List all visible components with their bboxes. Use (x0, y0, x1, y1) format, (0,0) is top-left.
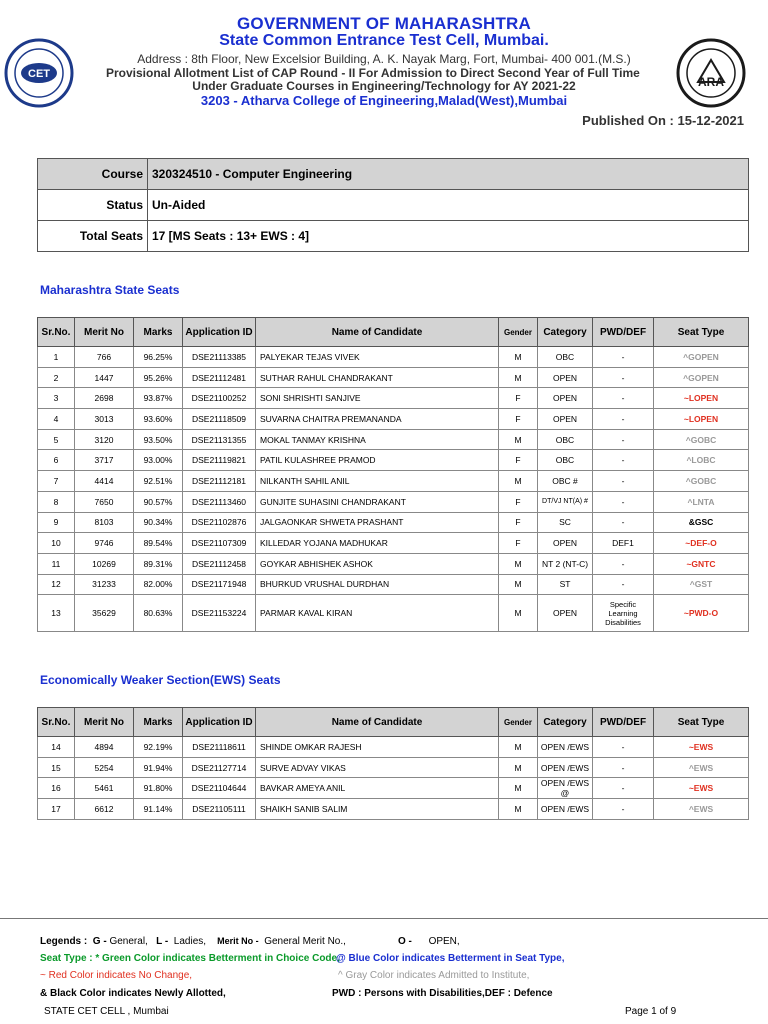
col-gender: Gender (499, 318, 538, 347)
cell-appid: DSE21118611 (183, 737, 256, 758)
legend-gray: ^ Gray Color indicates Admitted to Institute, (338, 970, 530, 981)
published-date: Published On : 15-12-2021 (582, 113, 744, 128)
cell-merit: 35629 (75, 595, 134, 632)
cell-marks: 96.25% (134, 347, 183, 368)
cell-seat-type: ^GOPEN (654, 347, 749, 368)
cell-appid: DSE21104644 (183, 778, 256, 799)
cell-srno: 15 (38, 757, 75, 778)
table-row (38, 737, 749, 758)
table-row (38, 450, 749, 471)
cell-category: OPEN (538, 409, 593, 430)
cell-seat-type: ^GOBC (654, 429, 749, 450)
col-category: Category (538, 708, 593, 737)
table-row (38, 595, 749, 632)
cell-srno: 13 (38, 595, 75, 632)
ews-table-body (38, 737, 749, 820)
course-info-table (37, 158, 749, 252)
col-srno: Sr.No. (38, 708, 75, 737)
cell-appid: DSE21113460 (183, 491, 256, 512)
cell-appid: DSE21105111 (183, 799, 256, 820)
col-seat-type: Seat Type (654, 318, 749, 347)
col-category: Category (538, 318, 593, 347)
cell-gender: M (499, 595, 538, 632)
legend-blue: @ Blue Color indicates Betterment in Seat Type, (336, 953, 565, 964)
cell-marks: 91.14% (134, 799, 183, 820)
cell-marks: 92.19% (134, 737, 183, 758)
footer-page: Page 1 of 9 (625, 1006, 677, 1017)
ews-seats-table (37, 707, 749, 820)
cell-category: OPEN (538, 388, 593, 409)
cell-marks: 90.34% (134, 512, 183, 533)
footer-left: STATE CET CELL , Mumbai (44, 1006, 169, 1017)
ms-table-body (38, 347, 749, 632)
course-label: Course (38, 159, 148, 190)
col-appid: Application ID (183, 708, 256, 737)
cell-appid: DSE21107309 (183, 533, 256, 554)
table-row (38, 778, 749, 799)
legend-pwd: PWD : Persons with Disabilities,DEF : Defence (332, 988, 553, 999)
cell-srno: 14 (38, 737, 75, 758)
legend-open (398, 936, 460, 947)
provisional-line-2: Under Graduate Courses in Engineering/Technology for AY 2021-22 (192, 79, 576, 93)
cell-category: OPEN (538, 533, 593, 554)
cell-merit: 10269 (75, 553, 134, 574)
table-row (38, 574, 749, 595)
cell-gender: F (499, 388, 538, 409)
cell-name: SHAIKH SANIB SALIM (256, 799, 499, 820)
cell-srno: 1 (38, 347, 75, 368)
cell-gender: F (499, 409, 538, 430)
col-marks: Marks (134, 318, 183, 347)
cell-srno: 16 (38, 778, 75, 799)
table-row (38, 757, 749, 778)
cell-gender: M (499, 799, 538, 820)
ms-seats-table (37, 317, 749, 632)
cell-srno: 4 (38, 409, 75, 430)
cell-name: SUVARNA CHAITRA PREMANANDA (256, 409, 499, 430)
legend-o-key: O - (398, 936, 412, 947)
cell-gender: M (499, 553, 538, 574)
cell-title: State Common Entrance Test Cell, Mumbai. (219, 32, 549, 49)
cell-pwd: - (593, 491, 654, 512)
col-srno: Sr.No. (38, 318, 75, 347)
cell-pwd: - (593, 574, 654, 595)
cell-category: OBC # (538, 471, 593, 492)
cell-pwd: DEF1 (593, 533, 654, 554)
legend-l-key: L - (156, 936, 169, 947)
cell-gender: F (499, 533, 538, 554)
cell-appid: DSE21119821 (183, 450, 256, 471)
table-header-row (38, 708, 749, 737)
cell-appid: DSE21112481 (183, 367, 256, 388)
cell-seat-type: ^EWS (654, 757, 749, 778)
cell-seat-type: ^LNTA (654, 491, 749, 512)
col-seat-type: Seat Type (654, 708, 749, 737)
cell-seat-type: ~EWS (654, 737, 749, 758)
cell-merit: 1447 (75, 367, 134, 388)
footer-divider (0, 918, 768, 919)
cell-marks: 91.94% (134, 757, 183, 778)
cell-name: SONI SHRISHTI SANJIVE (256, 388, 499, 409)
table-row (38, 533, 749, 554)
cell-category: SC (538, 512, 593, 533)
cell-merit: 6612 (75, 799, 134, 820)
cell-seat-type: ~LOPEN (654, 409, 749, 430)
cell-seat-type: ^GOBC (654, 471, 749, 492)
cell-seat-type: ~GNTC (654, 553, 749, 574)
table-row (38, 471, 749, 492)
legend-red: ~ Red Color indicates No Change, (40, 970, 193, 981)
cell-merit: 31233 (75, 574, 134, 595)
table-row (38, 367, 749, 388)
cell-marks: 93.00% (134, 450, 183, 471)
cell-name: NILKANTH SAHIL ANIL (256, 471, 499, 492)
cell-gender: F (499, 491, 538, 512)
cell-category: ST (538, 574, 593, 595)
cell-name: PATIL KULASHREE PRAMOD (256, 450, 499, 471)
legend-merit-key: Merit No - (217, 936, 259, 946)
table-row (38, 409, 749, 430)
col-merit: Merit No (75, 318, 134, 347)
cell-merit: 766 (75, 347, 134, 368)
status-label: Status (38, 190, 148, 221)
cell-merit: 7650 (75, 491, 134, 512)
legend-l-val: Ladies, (173, 936, 207, 947)
cell-srno: 6 (38, 450, 75, 471)
cell-merit: 4894 (75, 737, 134, 758)
cell-marks: 93.50% (134, 429, 183, 450)
cell-seat-type: ~EWS (654, 778, 749, 799)
cell-merit: 5461 (75, 778, 134, 799)
cell-srno: 5 (38, 429, 75, 450)
cell-marks: 91.80% (134, 778, 183, 799)
col-pwd: PWD/DEF (593, 318, 654, 347)
ews-section-title: Economically Weaker Section(EWS) Seats (40, 673, 281, 687)
total-seats-value: 17 [MS Seats : 13+ EWS : 4] (148, 221, 749, 252)
cell-seat-type: ^LOBC (654, 450, 749, 471)
cell-appid: DSE21112458 (183, 553, 256, 574)
cell-gender: M (499, 367, 538, 388)
table-row (38, 512, 749, 533)
cell-gender: M (499, 778, 538, 799)
legend-line-1 (40, 936, 346, 947)
address-line: Address : 8th Floor, New Excelsior Building, A. K. Nayak Marg, Fort, Mumbai- 400 001.(M.S.) (137, 52, 631, 66)
total-seats-label: Total Seats (38, 221, 148, 252)
cell-gender: M (499, 471, 538, 492)
cell-srno: 10 (38, 533, 75, 554)
cell-seat-type: ~PWD-O (654, 595, 749, 632)
legend-black: & Black Color indicates Newly Allotted, (40, 988, 226, 999)
cell-srno: 17 (38, 799, 75, 820)
col-pwd: PWD/DEF (593, 708, 654, 737)
status-row (38, 190, 749, 221)
cell-seat-type: ^GST (654, 574, 749, 595)
table-row (38, 553, 749, 574)
cell-appid: DSE21112181 (183, 471, 256, 492)
cell-marks: 82.00% (134, 574, 183, 595)
cell-marks: 89.54% (134, 533, 183, 554)
col-marks: Marks (134, 708, 183, 737)
cell-name: GOYKAR ABHISHEK ASHOK (256, 553, 499, 574)
table-row (38, 799, 749, 820)
cell-appid: DSE21127714 (183, 757, 256, 778)
legend-green: Seat Type : * Green Color indicates Betterment in Choice Code, (40, 953, 340, 964)
cell-category: OPEN /EWS (538, 799, 593, 820)
cell-pwd: - (593, 429, 654, 450)
cell-marks: 93.60% (134, 409, 183, 430)
ara-logo-text: ARA (698, 75, 724, 89)
cell-srno: 2 (38, 367, 75, 388)
govt-title: GOVERNMENT OF MAHARASHTRA (237, 14, 531, 33)
cell-merit: 2698 (75, 388, 134, 409)
cell-pwd: - (593, 778, 654, 799)
col-merit: Merit No (75, 708, 134, 737)
course-row (38, 159, 749, 190)
table-row (38, 491, 749, 512)
cell-srno: 8 (38, 491, 75, 512)
cell-pwd: - (593, 757, 654, 778)
table-row (38, 347, 749, 368)
col-gender: Gender (499, 708, 538, 737)
cell-category: OPEN (538, 367, 593, 388)
col-appid: Application ID (183, 318, 256, 347)
cell-merit: 4414 (75, 471, 134, 492)
cell-marks: 80.63% (134, 595, 183, 632)
cell-category: OPEN /EWS (538, 737, 593, 758)
cell-seat-type: ^EWS (654, 799, 749, 820)
cell-appid: DSE21131355 (183, 429, 256, 450)
legend-merit-val: General Merit No., (264, 936, 346, 947)
cell-marks: 90.57% (134, 491, 183, 512)
col-name: Name of Candidate (256, 318, 499, 347)
cell-category: OBC (538, 347, 593, 368)
cell-category: OBC (538, 450, 593, 471)
cell-gender: M (499, 757, 538, 778)
cell-name: PARMAR KAVAL KIRAN (256, 595, 499, 632)
cell-gender: F (499, 512, 538, 533)
cell-category: OPEN /EWS @ (538, 778, 593, 799)
cell-gender: M (499, 429, 538, 450)
col-name: Name of Candidate (256, 708, 499, 737)
table-header-row (38, 318, 749, 347)
cell-srno: 11 (38, 553, 75, 574)
cell-category: OBC (538, 429, 593, 450)
cell-marks: 95.26% (134, 367, 183, 388)
cell-srno: 3 (38, 388, 75, 409)
cell-marks: 93.87% (134, 388, 183, 409)
cell-pwd: - (593, 367, 654, 388)
ms-section-title: Maharashtra State Seats (40, 283, 180, 297)
course-value: 320324510 - Computer Engineering (148, 159, 749, 190)
cell-category: OPEN (538, 595, 593, 632)
cell-name: KILLEDAR YOJANA MADHUKAR (256, 533, 499, 554)
cell-seat-type: ~LOPEN (654, 388, 749, 409)
cell-name: JALGAONKAR SHWETA PRASHANT (256, 512, 499, 533)
cell-pwd: Specific Learning Disabilities (593, 595, 654, 632)
cell-merit: 5254 (75, 757, 134, 778)
table-row (38, 429, 749, 450)
cell-pwd: - (593, 471, 654, 492)
cell-appid: DSE21118509 (183, 409, 256, 430)
cell-merit: 8103 (75, 512, 134, 533)
legend-o-val: OPEN, (428, 936, 460, 947)
cell-category: OPEN /EWS (538, 757, 593, 778)
cell-name: SURVE ADVAY VIKAS (256, 757, 499, 778)
legend-g-val: General, (109, 936, 148, 947)
cell-gender: M (499, 737, 538, 758)
cell-name: SHINDE OMKAR RAJESH (256, 737, 499, 758)
cell-category: DT/VJ NT(A) # (538, 491, 593, 512)
cell-gender: M (499, 574, 538, 595)
cell-name: MOKAL TANMAY KRISHNA (256, 429, 499, 450)
cell-appid: DSE21113385 (183, 347, 256, 368)
cell-gender: F (499, 450, 538, 471)
cell-appid: DSE21100252 (183, 388, 256, 409)
provisional-line-1: Provisional Allotment List of CAP Round - II For Admission to Direct Second Year of Full Time (106, 66, 640, 80)
college-title: 3203 - Atharva College of Engineering,Malad(West),Mumbai (200, 93, 568, 108)
cell-seat-type: ^GOPEN (654, 367, 749, 388)
table-row (38, 388, 749, 409)
cell-pwd: - (593, 388, 654, 409)
legend-g-key: G - (92, 936, 107, 947)
cell-pwd: - (593, 553, 654, 574)
cet-logo-text: CET (28, 68, 50, 80)
cell-name: BHURKUD VRUSHAL DURDHAN (256, 574, 499, 595)
cell-seat-type: &GSC (654, 512, 749, 533)
cell-srno: 12 (38, 574, 75, 595)
cell-merit: 9746 (75, 533, 134, 554)
legends-label: Legends : (40, 936, 88, 947)
cell-srno: 9 (38, 512, 75, 533)
cell-pwd: - (593, 409, 654, 430)
cell-pwd: - (593, 512, 654, 533)
cell-category: NT 2 (NT-C) (538, 553, 593, 574)
total-seats-row (38, 221, 749, 252)
cell-merit: 3120 (75, 429, 134, 450)
cell-appid: DSE21102876 (183, 512, 256, 533)
cell-pwd: - (593, 737, 654, 758)
status-value: Un-Aided (148, 190, 749, 221)
cell-pwd: - (593, 347, 654, 368)
cell-name: SUTHAR RAHUL CHANDRAKANT (256, 367, 499, 388)
cell-name: PALYEKAR TEJAS VIVEK (256, 347, 499, 368)
cell-appid: DSE21153224 (183, 595, 256, 632)
cell-marks: 89.31% (134, 553, 183, 574)
cell-pwd: - (593, 799, 654, 820)
cell-gender: M (499, 347, 538, 368)
cell-srno: 7 (38, 471, 75, 492)
cell-pwd: - (593, 450, 654, 471)
cell-appid: DSE21171948 (183, 574, 256, 595)
cell-seat-type: ~DEF-O (654, 533, 749, 554)
cell-name: BAVKAR AMEYA ANIL (256, 778, 499, 799)
cell-merit: 3013 (75, 409, 134, 430)
cell-name: GUNJITE SUHASINI CHANDRAKANT (256, 491, 499, 512)
cell-merit: 3717 (75, 450, 134, 471)
cell-marks: 92.51% (134, 471, 183, 492)
